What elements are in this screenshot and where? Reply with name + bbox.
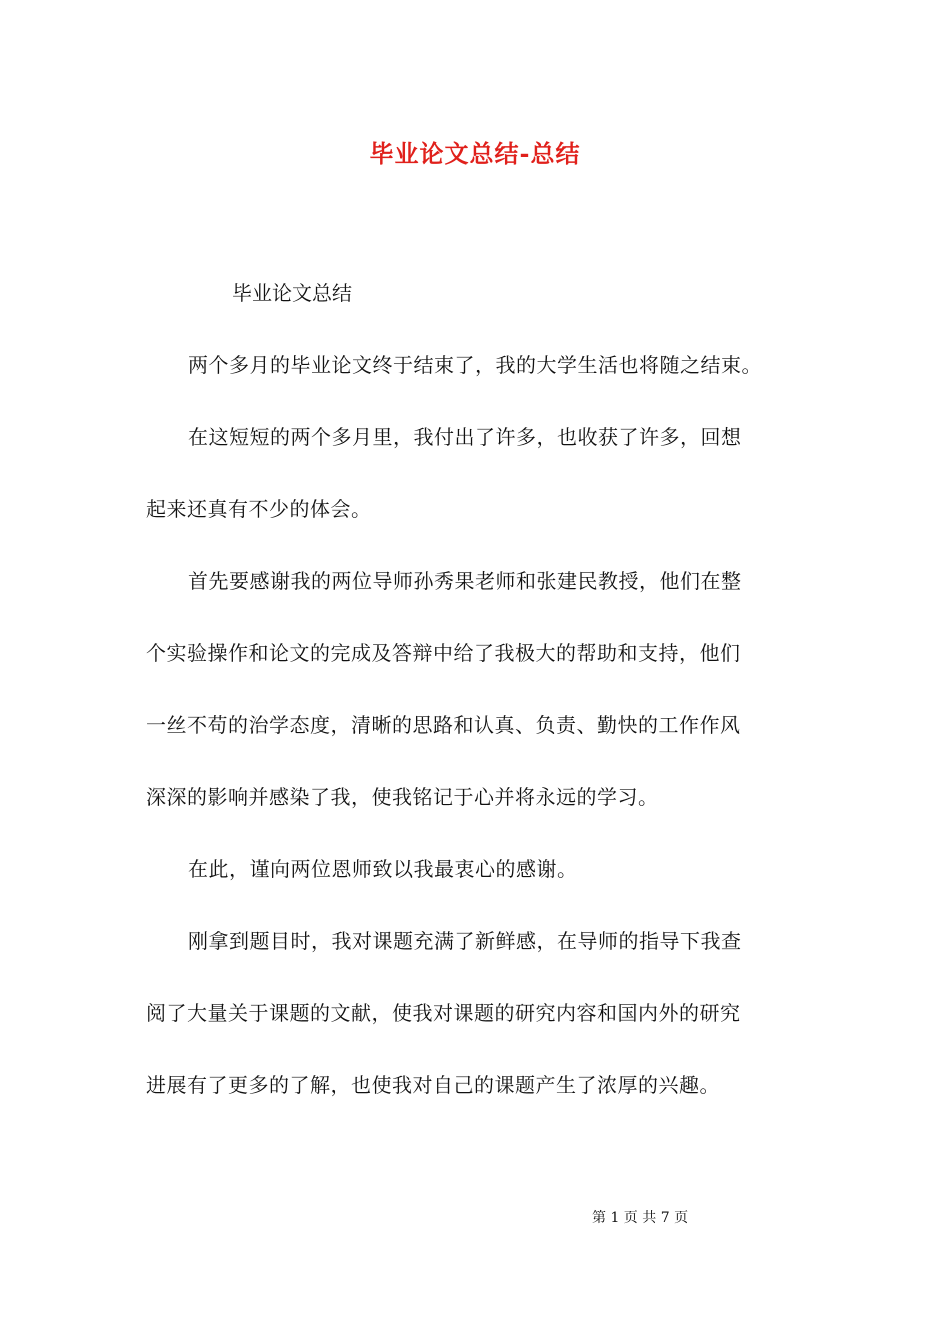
paragraph-line: 一丝不苟的治学态度，清晰的思路和认真、负责、勤快的工作作风 <box>146 713 741 737</box>
paragraph-line: 进展有了更多的了解，也使我对自己的课题产生了浓厚的兴趣。 <box>146 1073 720 1097</box>
paragraph-line: 刚拿到题目时，我对课题充满了新鲜感，在导师的指导下我查 <box>188 929 742 953</box>
page-number-footer: 第 1 页 共 7 页 <box>592 1210 689 1226</box>
paragraph-line: 两个多月的毕业论文终于结束了，我的大学生活也将随之结束。 <box>188 353 762 377</box>
paragraph-line: 起来还真有不少的体会。 <box>146 497 372 521</box>
paragraph-line: 在此，谨向两位恩师致以我最衷心的感谢。 <box>188 857 578 881</box>
paragraph-line: 首先要感谢我的两位导师孙秀果老师和张建民教授，他们在整 <box>188 569 742 593</box>
section-heading: 毕业论文总结 <box>232 281 352 305</box>
document-body <box>146 274 806 1138</box>
paragraph <box>146 850 806 888</box>
document-title: 毕业论文总结-总结 <box>369 139 581 168</box>
paragraph-list <box>146 346 806 1104</box>
paragraph-line: 阅了大量关于课题的文献，使我对课题的研究内容和国内外的研究 <box>146 1001 741 1025</box>
paragraph <box>146 346 806 384</box>
paragraph-line: 个实验操作和论文的完成及答辩中给了我极大的帮助和支持，他们 <box>146 641 741 665</box>
paragraph <box>146 922 806 1104</box>
paragraph <box>146 418 806 528</box>
paragraph-line: 在这短短的两个多月里，我付出了许多，也收获了许多，回想 <box>188 425 742 449</box>
paragraph-line: 深深的影响并感染了我，使我铭记于心并将永远的学习。 <box>146 785 659 809</box>
paragraph <box>146 562 806 816</box>
